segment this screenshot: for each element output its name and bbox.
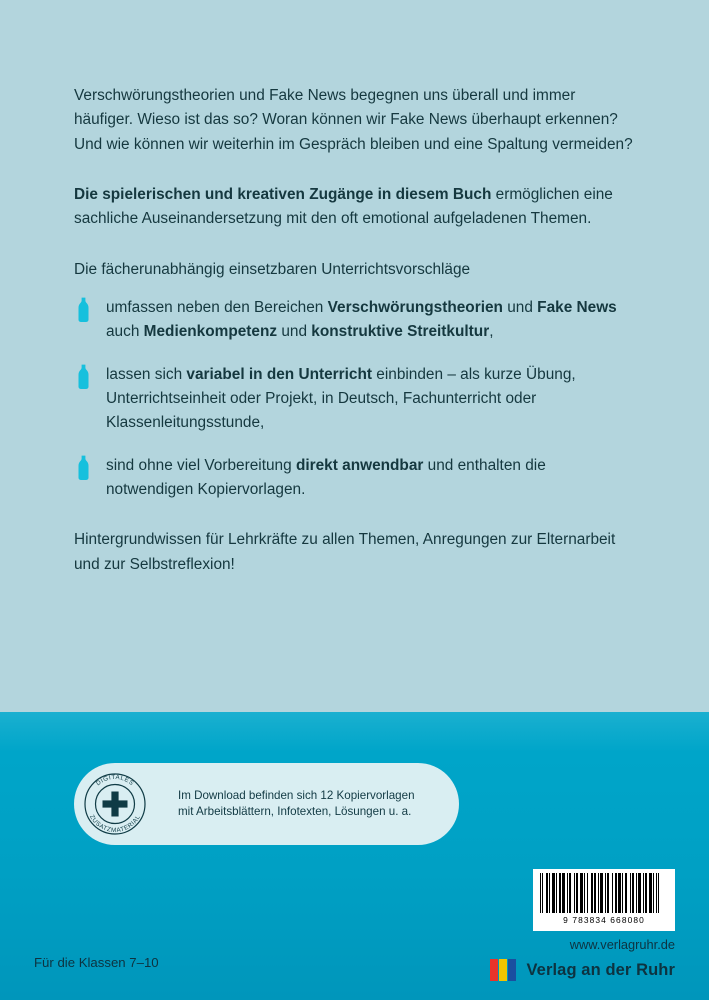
- emphasis-text: Verschwörungstheorien: [327, 298, 503, 316]
- highlight-paragraph: [74, 183, 634, 232]
- list-item-text: [106, 363, 634, 436]
- barcode-bars: [540, 873, 668, 913]
- intro-paragraph: Verschwörungstheorien und Fake News begegnen uns überall und immer häufiger. Wieso ist das so? Woran können wir Fake News überhaupt erkennen? Und wie können wir weiterhin im Gespräch bleiben und eine Spaltung vermeiden?: [74, 87, 633, 153]
- bottle-icon: [76, 455, 91, 481]
- closing-paragraph: Hintergrundwissen für Lehrkräfte zu allen Themen, Anregungen zur Elternarbeit und zur Selbstreflexion!: [74, 531, 616, 573]
- body-text: und: [502, 298, 538, 316]
- publisher-url[interactable]: www.verlagruhr.de: [569, 937, 675, 952]
- body-text: lassen sich: [106, 365, 187, 383]
- emphasis-text: direkt anwendbar: [295, 456, 424, 474]
- list-item-text: [106, 454, 634, 503]
- bottle-icon: [76, 297, 91, 323]
- digital-material-seal: [74, 763, 156, 845]
- book-logo-icon: [490, 957, 516, 983]
- svg-text:ZUSATZMATERIAL: ZUSATZMATERIAL: [87, 813, 143, 835]
- body-text: und: [277, 323, 312, 341]
- download-badge: [74, 763, 459, 845]
- emphasis-text: Fake News: [537, 298, 617, 316]
- body-text: umfassen neben den Bereichen: [106, 298, 328, 316]
- highlight-bold-lead: Die spielerischen und kreativen Zugänge in diesem Buch: [74, 185, 492, 203]
- bottle-icon: [76, 364, 91, 390]
- body-text: und enthalten die notwendigen Kopiervorlagen.: [106, 456, 546, 498]
- barcode: [533, 869, 675, 931]
- highlight-rest: ermöglichen eine sachliche Auseinandersetzung mit den oft emotional aufgeladenen Themen.: [74, 185, 613, 228]
- svg-text:DIGITALES: DIGITALES: [94, 773, 136, 788]
- list-item: [74, 363, 634, 436]
- feature-list: [74, 296, 634, 502]
- class-range-label: Für die Klassen 7–10: [34, 955, 159, 970]
- barcode-digits: 9 783834 668080: [563, 915, 645, 925]
- publisher-logo-block: [490, 957, 675, 983]
- cover-text-block: [74, 84, 634, 603]
- emphasis-text: variabel in den Unterricht: [186, 365, 373, 383]
- body-text: auch: [106, 323, 144, 341]
- emphasis-text: konstruktive Streitkultur: [311, 323, 490, 341]
- list-item-text: [106, 296, 634, 345]
- publisher-name: Verlag an der Ruhr: [526, 960, 675, 979]
- emphasis-text: Medienkompetenz: [143, 323, 278, 341]
- body-text: ,: [489, 323, 494, 341]
- list-item: [74, 454, 634, 503]
- body-text: einbinden – als kurze Übung, Unterrichtseinheit oder Projekt, in Deutsch, Fachunterricht oder Klassenleitungsstunde,: [106, 365, 576, 432]
- list-item: [74, 296, 634, 345]
- list-lead-in: Die fächerunabhängig einsetzbaren Unterrichtsvorschläge: [74, 260, 471, 278]
- band-gradient: [0, 712, 709, 752]
- download-description: Im Download befinden sich 12 Kopiervorlagen mit Arbeitsblättern, Infotexten, Lösungen u. a.: [178, 788, 415, 818]
- body-text: sind ohne viel Vorbereitung: [106, 456, 296, 474]
